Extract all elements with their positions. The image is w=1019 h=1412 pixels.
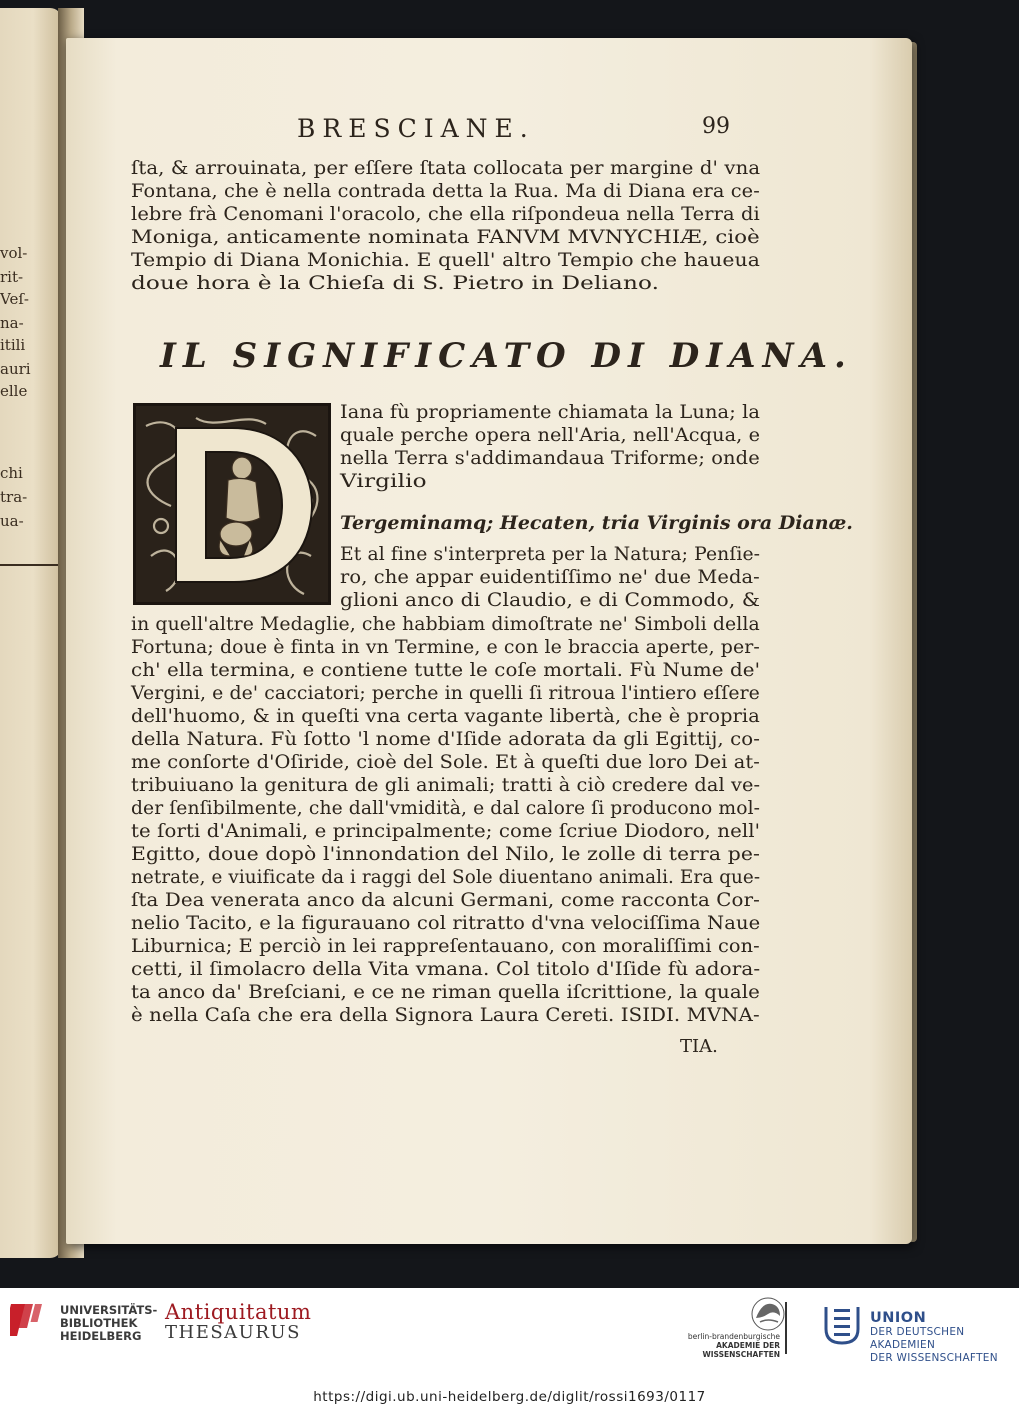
bbaw-owl-emblem-icon[interactable]	[748, 1296, 788, 1332]
body-line: Tempio di Diana Monichia. E quell' altro Tempio che haueua	[131, 250, 760, 271]
left-page-fragment: chi	[0, 464, 23, 482]
union-sub-line: DER DEUTSCHEN AKADEMIEN	[870, 1326, 965, 1351]
body-line: ro, che appar euidentiſſimo ne' due Meda-	[340, 567, 760, 588]
body-line: Virgilio	[340, 471, 427, 492]
left-page-fragment: na-	[0, 314, 24, 332]
body-line: cetti, il ſimolacro della Vita vmana. Col titolo d'Iſide fù adora-	[131, 959, 761, 980]
body-line: in quell'altre Medaglie, che habbiam dimoſtrate ne' Simboli della	[131, 614, 760, 635]
verse-quotation: Tergeminamq; Hecaten, tria Virginis ora Dianæ.	[340, 512, 853, 534]
catchword: TIA.	[680, 1036, 718, 1057]
body-line: Fontana, che è nella contrada detta la Rua. Ma di Diana era ce-	[131, 181, 760, 202]
body-line: nelio Tacito, e la figurauano col ritratto d'vna velociſſima Naue	[131, 913, 761, 934]
body-line: te ſorti d'Animali, e principalmente; come ſcriue Diodoro, nell'	[131, 821, 761, 842]
left-page-fragment: Veſ-	[0, 290, 29, 308]
left-page-rule	[0, 564, 58, 566]
body-line: Liburnica; E perciò in lei rappreſentauano, con moraliſſimi con-	[131, 936, 760, 957]
left-page-fragment: auri	[0, 360, 31, 378]
body-line: Egitto, doue dopò l'innondation del Nilo, le zolle di terra pe-	[131, 844, 761, 865]
body-line: doue hora è la Chieſa di S. Pietro in Deliano.	[131, 273, 660, 294]
body-line: nella Terra s'addimandaua Triforme; onde	[340, 448, 760, 469]
bbaw-line: AKADEMIE DER WISSENSCHAFTEN	[702, 1341, 780, 1359]
thesaurus-title[interactable]: THESAURUS	[165, 1322, 301, 1343]
body-line: glioni anco di Claudio, e di Commodo, &	[340, 590, 761, 611]
body-line: è nella Caſa che era della Signora Laura Cereti. ISIDI. MVNA-	[131, 1005, 760, 1026]
body-line: Moniga, anticamente nominata FANVM MVNYCHIÆ, cioè	[131, 227, 760, 248]
body-line: netrate, e viuificate da i raggi del Sole diuentano animali. Era que-	[131, 867, 761, 888]
body-line: ſta, & arrouinata, per eſſere ſtata collocata per margine d' vna	[131, 158, 761, 179]
body-line: dell'huomo, & in queſti vna certa vagante libertà, che è propria	[131, 706, 760, 727]
left-page-fragment: ua-	[0, 512, 24, 530]
running-head: BRESCIANE.	[297, 114, 535, 143]
bbaw-line: berlin-brandenburgische	[687, 1332, 780, 1341]
ub-heidelberg-label[interactable]	[60, 1304, 157, 1343]
body-line: der ſenſibilmente, che dall'vmidità, e dal calore ſi producono mol-	[131, 798, 761, 819]
left-page-fragment: rit-	[0, 268, 24, 286]
body-line: lebre frà Cenomani l'oracolo, che ella riſpondeua nella Terra di	[131, 204, 760, 225]
body-line: Iana fù propriamente chiamata la Luna; la	[340, 402, 761, 423]
ub-line: UNIVERSITÄTS-	[60, 1303, 158, 1317]
bbaw-label[interactable]	[668, 1332, 780, 1359]
decorated-initial-d	[133, 403, 331, 605]
left-page-fragment: vol-	[0, 244, 28, 262]
union-label[interactable]	[870, 1310, 1019, 1365]
union-sub-line: DER WISSENSCHAFTEN	[870, 1352, 998, 1364]
body-line: quale perche opera nell'Aria, nell'Acqua, e	[340, 425, 761, 446]
ub-line: BIBLIOTHEK	[60, 1316, 138, 1330]
left-page-fragment: elle	[0, 382, 28, 400]
antiquitatum-title[interactable]: Antiquitatum	[165, 1300, 312, 1324]
section-heading: IL SIGNIFICATO DI DIANA.	[160, 336, 853, 376]
body-line: ch' ella termina, e contiene tutte le coſe mortali. Fù Nume de'	[131, 660, 761, 681]
bbaw-divider	[785, 1302, 787, 1354]
body-line: ta anco da' Breſciani, e ce ne riman quella iſcrittione, la quale	[131, 982, 761, 1003]
body-line: Vergini, e de' cacciatori; perche in quelli ſi ritroua l'intiero eſſere	[131, 683, 760, 704]
union-akademien-logo-icon[interactable]	[822, 1303, 864, 1349]
ub-line: HEIDELBERG	[60, 1329, 142, 1343]
left-page-edge	[0, 8, 62, 1258]
union-title: UNION	[870, 1310, 927, 1326]
ub-heidelberg-logo-icon[interactable]	[10, 1300, 54, 1340]
body-line: Et al fine s'interpreta per la Natura; Penſie-	[340, 544, 761, 565]
body-line: me conſorte d'Oſiride, cioè del Sole. Et à queſti due loro Dei at-	[131, 752, 760, 773]
left-page-fragment: itili	[0, 336, 26, 354]
page-number: 99	[702, 114, 730, 139]
body-line: ſta Dea venerata anco da alcuni Germani, come racconta Cor-	[131, 890, 760, 911]
initial-ornament-icon	[136, 406, 328, 602]
body-line: tribuiuano la genitura de gli animali; tratti à ciò credere dal ve-	[131, 775, 761, 796]
body-line: Fortuna; doue è finta in vn Termine, e con le braccia aperte, per-	[131, 637, 760, 658]
page-url[interactable]: https://digi.ub.uni-heidelberg.de/diglit/rossi1693/0117	[313, 1389, 706, 1405]
body-line: della Natura. Fù ſotto 'l nome d'Iſide adorata da gli Egittij, co-	[131, 729, 761, 750]
left-page-fragment: tra-	[0, 488, 28, 506]
